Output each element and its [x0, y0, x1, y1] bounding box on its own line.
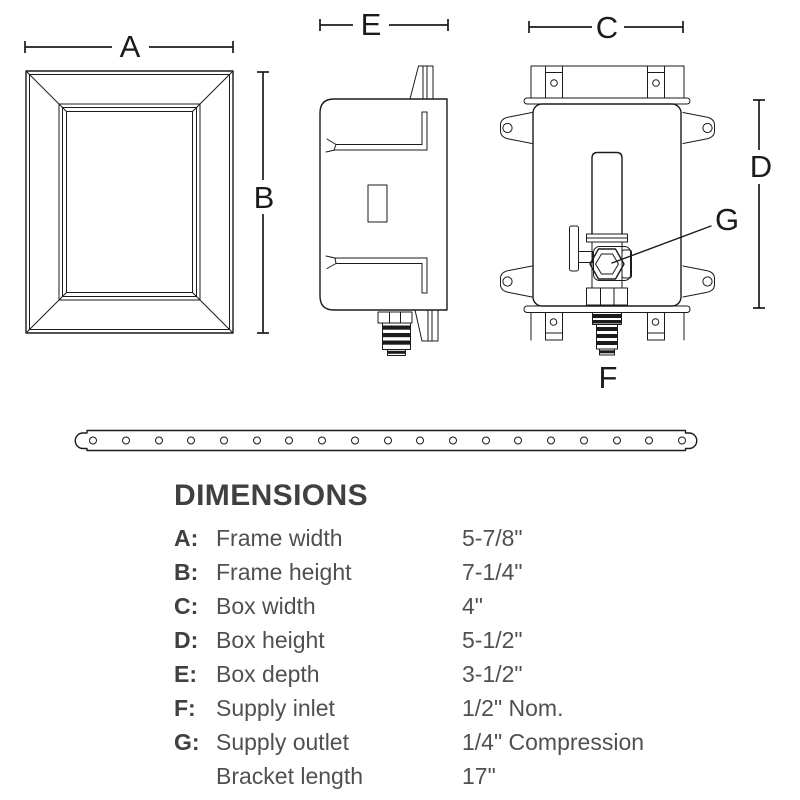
mounting-bracket-strip: [75, 431, 696, 451]
row-name: Box height: [216, 627, 325, 653]
row-value: 5-7/8": [462, 525, 523, 551]
row-name: Supply inlet: [216, 695, 335, 721]
dim-label-f: F: [598, 360, 618, 395]
dim-line-e: [320, 7, 448, 42]
dim-label-e: E: [360, 7, 382, 42]
dim-label-a: A: [119, 29, 141, 64]
table-row: [174, 759, 644, 793]
dimensions-table: [174, 481, 644, 793]
supply-inlet-fitting-front: [593, 313, 622, 356]
row-value: 17": [462, 763, 496, 789]
row-value: 1/2" Nom.: [462, 695, 564, 721]
table-row: [174, 657, 644, 691]
table-row: [174, 725, 644, 759]
box-front-view: [501, 66, 715, 355]
row-key: F:: [174, 695, 196, 721]
valve-assembly: [570, 153, 632, 306]
box-side-view: [320, 66, 447, 356]
frame-front-view: [26, 71, 233, 333]
table-row: [174, 623, 644, 657]
dim-label-g: G: [714, 202, 740, 237]
dim-label-b: B: [253, 180, 275, 215]
row-key: C:: [174, 593, 199, 619]
row-value: 5-1/2": [462, 627, 523, 653]
dim-line-d: [750, 100, 772, 308]
row-value: 4": [462, 593, 483, 619]
tab-hole: [550, 319, 557, 326]
row-name: Box depth: [216, 661, 320, 687]
page-title: DIMENSIONS: [174, 479, 369, 512]
table-row: [174, 589, 644, 623]
row-name: Frame height: [216, 559, 352, 585]
row-name: Bracket length: [216, 763, 364, 789]
valve-handle: [570, 226, 579, 271]
dim-label-c: C: [595, 10, 619, 45]
row-key: B:: [174, 559, 199, 585]
row-name: Box width: [216, 593, 316, 619]
dim-line-b: [254, 72, 275, 333]
dim-line-a: [25, 29, 233, 64]
supply-inlet-fitting-side: [378, 312, 412, 356]
row-value: 1/4" Compression: [462, 729, 645, 755]
tab-hole: [653, 80, 660, 87]
row-key: A:: [174, 525, 199, 551]
dim-label-d: D: [749, 149, 773, 184]
dim-line-c: [529, 10, 683, 45]
row-key: D:: [174, 627, 199, 653]
g-leader-line: [612, 226, 711, 263]
bracket-holes: [90, 437, 686, 444]
row-key: E:: [174, 661, 197, 687]
row-name: Supply outlet: [216, 729, 349, 755]
row-value: 7-1/4": [462, 559, 523, 585]
row-name: Frame width: [216, 525, 343, 551]
tab-hole: [551, 80, 558, 87]
row-key: G:: [174, 729, 200, 755]
row-value: 3-1/2": [462, 661, 523, 687]
tab-hole: [652, 319, 659, 326]
table-row: [174, 555, 644, 589]
table-row: [174, 521, 644, 555]
table-row: [174, 691, 644, 725]
